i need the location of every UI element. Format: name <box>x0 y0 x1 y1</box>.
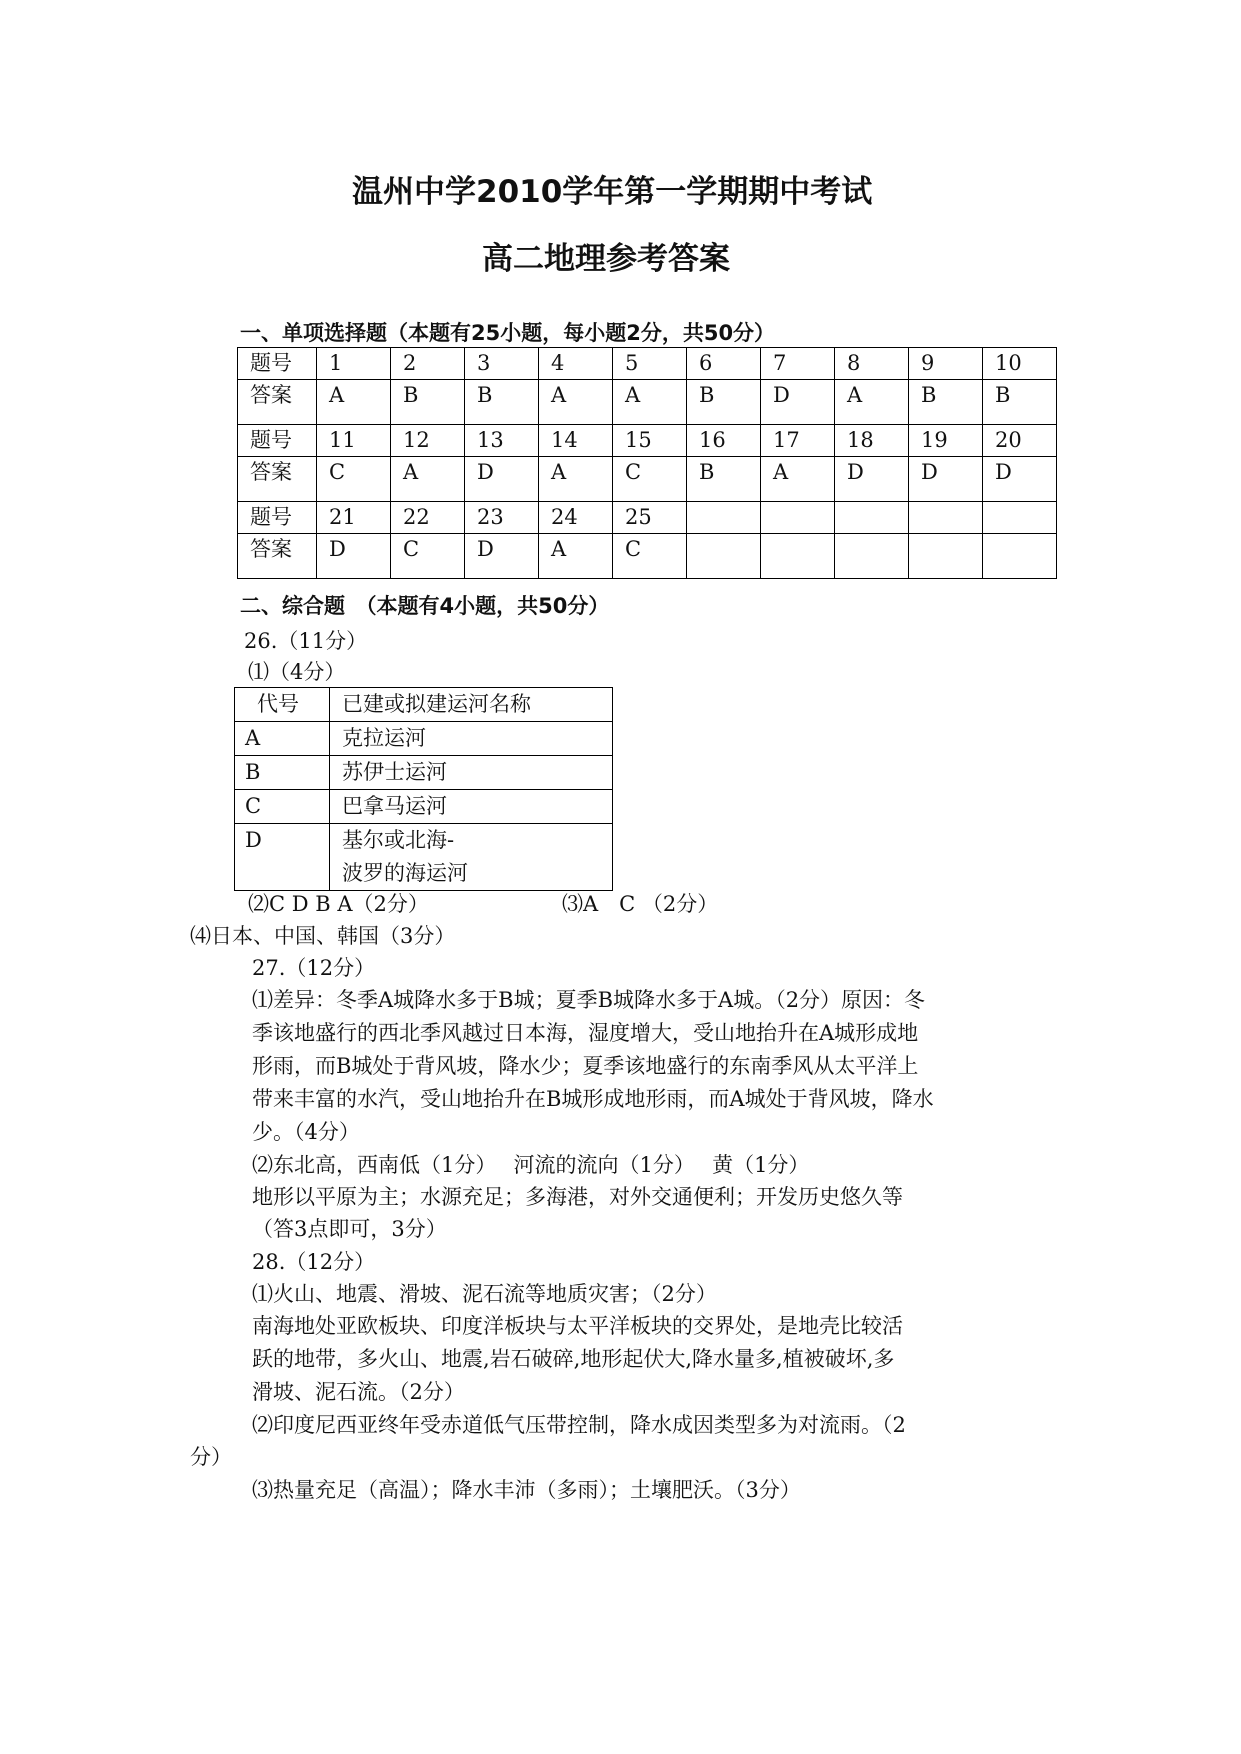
section1-heading: 一、单项选择题（本题有25小题，每小题2分，共50分） <box>240 321 776 345</box>
answer-cell: A <box>317 380 391 425</box>
question-number-cell: 1 <box>317 348 391 380</box>
q28-line: ⑶热量充足（高温）；降水丰沛（多雨）；土壤肥沃。（3分） <box>252 1478 801 1502</box>
question-number-cell: 13 <box>465 425 539 457</box>
answer-cell: D <box>835 457 909 502</box>
question-number-cell: 11 <box>317 425 391 457</box>
q28-line: 南海地处亚欧板块、印度洋板块与太平洋板块的交界处，是地壳比较活 <box>252 1314 903 1338</box>
canal-name: 巴拿马运河 <box>330 790 613 824</box>
answer-cell: B <box>687 457 761 502</box>
q28-line: ⑵印度尼西亚终年受赤道低气压带控制，降水成因类型多为对流雨。（2 <box>252 1413 906 1437</box>
question-number-cell: 4 <box>539 348 613 380</box>
answer-cell: D <box>317 534 391 579</box>
canal-code: B <box>235 756 330 790</box>
answer-cell: D <box>761 380 835 425</box>
q27-header: 27.（12分） <box>252 956 376 980</box>
answer-cell: B <box>687 380 761 425</box>
q26-part2: ⑵C D B A（2分） <box>248 892 429 916</box>
canal-name: 基尔或北海- <box>342 828 455 852</box>
question-number-cell: 6 <box>687 348 761 380</box>
answer-cell: D <box>909 457 983 502</box>
canal-table <box>234 687 613 891</box>
answer-label: 答案 <box>238 534 317 579</box>
question-number-cell: 8 <box>835 348 909 380</box>
question-number-cell: 14 <box>539 425 613 457</box>
q27-line: 带来丰富的水汽，受山地抬升在B城形成地形雨，而A城处于背风坡，降水 <box>252 1087 934 1111</box>
q26-part3: ⑶A C （2分） <box>562 892 719 916</box>
question-number-cell: 2 <box>391 348 465 380</box>
answer-cell: A <box>539 380 613 425</box>
canal-name-cont: 波罗的海运河 <box>342 861 468 885</box>
question-number-cell <box>983 502 1057 534</box>
question-number-label: 题号 <box>238 425 317 457</box>
canal-code: C <box>235 790 330 824</box>
q27-line: 地形以平原为主；水源充足；多海港，对外交通便利；开发历史悠久等 <box>252 1185 903 1209</box>
answer-cell: B <box>391 380 465 425</box>
answer-cell: D <box>465 534 539 579</box>
question-number-cell: 19 <box>909 425 983 457</box>
answer-cell: A <box>391 457 465 502</box>
answer-cell: A <box>761 457 835 502</box>
q28-line: ⑴火山、地震、滑坡、泥石流等地质灾害；（2分） <box>252 1282 717 1306</box>
question-number-cell: 21 <box>317 502 391 534</box>
q27-line: ⑵东北高，西南低（1分） 河流的流向（1分） 黄（1分） <box>252 1153 810 1177</box>
question-number-cell: 17 <box>761 425 835 457</box>
section2-heading: 二、综合题 （本题有4小题，共50分） <box>240 594 610 618</box>
q27-line: ⑴差异：冬季A城降水多于B城；夏季B城降水多于A城。（2分）原因：冬 <box>252 988 926 1012</box>
answer-label: 答案 <box>238 457 317 502</box>
canal-name-cell <box>330 824 613 891</box>
question-number-cell: 7 <box>761 348 835 380</box>
q28-header: 28.（12分） <box>252 1250 376 1274</box>
answer-cell: D <box>983 457 1057 502</box>
question-number-cell: 18 <box>835 425 909 457</box>
answer-cell: B <box>909 380 983 425</box>
answer-label: 答案 <box>238 380 317 425</box>
question-number-cell: 25 <box>613 502 687 534</box>
question-number-cell <box>761 502 835 534</box>
question-number-cell <box>909 502 983 534</box>
page-subtitle: 高二地理参考答案 <box>482 241 730 277</box>
answer-cell: C <box>613 534 687 579</box>
q28-line: 跃的地带，多火山、地震,岩石破碎,地形起伏大,降水量多,植被破坏,多 <box>252 1347 895 1371</box>
page-title: 温州中学2010学年第一学期期中考试 <box>352 174 873 210</box>
question-number-cell: 10 <box>983 348 1057 380</box>
answer-cell: A <box>539 457 613 502</box>
q28-line: 分） <box>190 1445 232 1469</box>
question-number-cell <box>835 502 909 534</box>
question-number-cell: 16 <box>687 425 761 457</box>
question-number-cell: 22 <box>391 502 465 534</box>
answer-cell <box>687 534 761 579</box>
answer-cell <box>835 534 909 579</box>
question-number-cell <box>687 502 761 534</box>
answer-cell <box>761 534 835 579</box>
question-number-label: 题号 <box>238 348 317 380</box>
canal-name: 苏伊士运河 <box>330 756 613 790</box>
answer-table <box>237 347 1057 579</box>
question-number-cell: 24 <box>539 502 613 534</box>
question-number-cell: 23 <box>465 502 539 534</box>
q27-line: （答3点即可，3分） <box>252 1217 447 1241</box>
question-number-cell: 3 <box>465 348 539 380</box>
canal-code: A <box>235 722 330 756</box>
q28-line: 滑坡、泥石流。（2分） <box>252 1380 465 1404</box>
answer-cell: D <box>465 457 539 502</box>
answer-cell: A <box>539 534 613 579</box>
question-number-cell: 12 <box>391 425 465 457</box>
question-number-label: 题号 <box>238 502 317 534</box>
q27-line: 形雨，而B城处于背风坡，降水少；夏季该地盛行的东南季风从太平洋上 <box>252 1054 919 1078</box>
canal-name: 克拉运河 <box>330 722 613 756</box>
answer-cell: A <box>835 380 909 425</box>
canal-code: D <box>235 824 330 891</box>
question-number-cell: 15 <box>613 425 687 457</box>
question-number-cell: 20 <box>983 425 1057 457</box>
q26-part1: ⑴（4分） <box>248 660 346 684</box>
q27-line: 少。（4分） <box>252 1120 360 1144</box>
question-number-cell: 9 <box>909 348 983 380</box>
q26-header: 26.（11分） <box>244 629 368 653</box>
canal-col-code: 代号 <box>235 688 330 722</box>
answer-cell: C <box>391 534 465 579</box>
canal-col-name: 已建或拟建运河名称 <box>330 688 613 722</box>
q27-line: 季该地盛行的西北季风越过日本海，湿度增大，受山地抬升在A城形成地 <box>252 1021 919 1045</box>
answer-cell <box>983 534 1057 579</box>
answer-cell <box>909 534 983 579</box>
answer-cell: C <box>317 457 391 502</box>
answer-cell: B <box>465 380 539 425</box>
q26-part4: ⑷日本、中国、韩国（3分） <box>190 924 456 948</box>
answer-cell: C <box>613 457 687 502</box>
question-number-cell: 5 <box>613 348 687 380</box>
answer-cell: A <box>613 380 687 425</box>
answer-cell: B <box>983 380 1057 425</box>
